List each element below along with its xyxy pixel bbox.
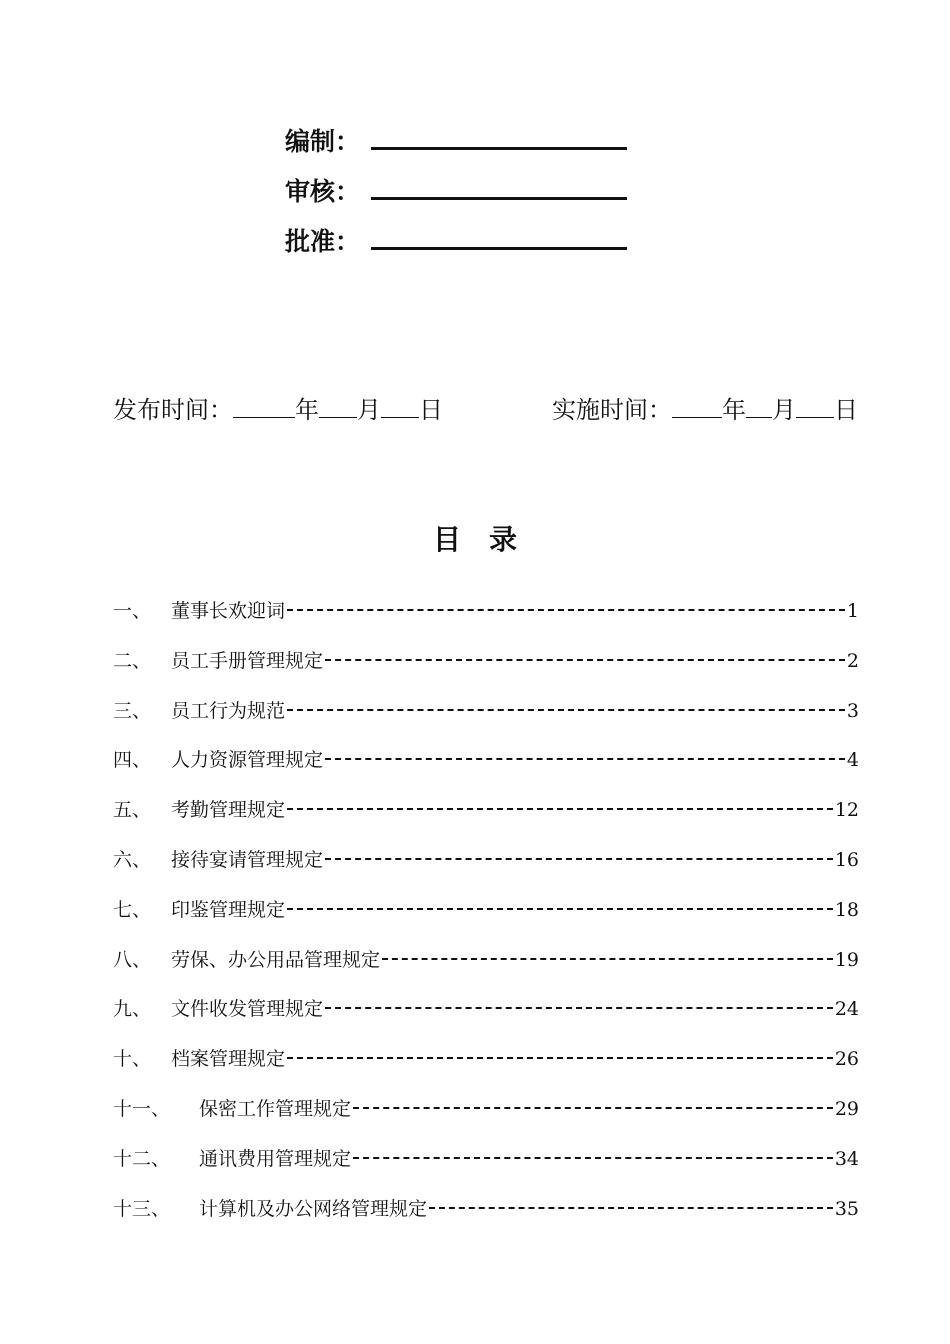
toc-item-leader (287, 609, 845, 611)
effective-day-unit: 日 (834, 396, 858, 424)
effective-year-blank[interactable] (672, 395, 722, 418)
toc-item-leader (353, 1157, 833, 1159)
toc-item-page: 24 (834, 998, 859, 1021)
toc-item[interactable] (113, 945, 859, 995)
toc-item-page: 29 (834, 1097, 859, 1120)
toc-item-leader (325, 1007, 833, 1009)
toc-item-page: 1 (846, 600, 859, 622)
toc-item-label: 人力资源管理规定 (171, 749, 324, 772)
effective-month-unit: 月 (772, 396, 796, 424)
toc-item-leader (287, 808, 833, 810)
toc-item-page: 26 (834, 1048, 859, 1071)
effective-date-label: 实施时间： (552, 396, 672, 424)
toc-item-number: 十、 (113, 1048, 152, 1071)
toc-item[interactable] (113, 994, 859, 1044)
toc-item[interactable] (113, 745, 859, 795)
toc-item-number: 三、 (113, 699, 152, 722)
signature-row-review (285, 158, 627, 208)
effective-day-blank[interactable] (796, 395, 834, 418)
toc-item-leader (325, 858, 833, 860)
effective-month-blank[interactable] (746, 395, 772, 418)
toc-item-number: 八、 (113, 948, 152, 971)
toc-item-number: 五、 (113, 799, 152, 822)
toc-item-label: 档案管理规定 (171, 1048, 286, 1071)
toc-item[interactable] (113, 596, 859, 646)
toc-item-leader (353, 1107, 833, 1109)
toc-item-leader (287, 908, 833, 910)
publish-date (113, 390, 443, 425)
toc-item-number: 六、 (113, 848, 152, 871)
toc-item[interactable] (113, 1144, 859, 1194)
toc-item-number: 四、 (113, 749, 152, 772)
effective-date (552, 390, 858, 425)
publish-year-blank[interactable] (233, 395, 295, 418)
toc-item[interactable] (113, 1094, 859, 1144)
toc-item-label: 计算机及办公网络管理规定 (199, 1197, 428, 1220)
toc-item-number: 七、 (113, 898, 152, 921)
toc-item-number: 九、 (113, 998, 152, 1021)
toc-item[interactable] (113, 1044, 859, 1094)
toc-item-page: 35 (834, 1197, 859, 1220)
toc-item-leader (325, 659, 845, 661)
toc-item-label: 印鉴管理规定 (171, 898, 286, 921)
toc-item-label: 董事长欢迎词 (171, 600, 286, 622)
signature-block (285, 108, 627, 258)
publish-day-unit: 日 (419, 396, 443, 424)
signature-row-compile (285, 108, 627, 158)
approve-label: 批准： (285, 227, 361, 256)
toc-item-number: 十二、 (113, 1147, 171, 1170)
compile-label: 编制： (285, 127, 361, 156)
effective-year-unit: 年 (722, 396, 746, 424)
toc-item-page: 4 (846, 749, 859, 772)
toc-item-number: 一、 (113, 600, 152, 622)
toc-item-label: 文件收发管理规定 (171, 998, 324, 1021)
publish-month-unit: 月 (357, 396, 381, 424)
toc-item-label: 劳保、办公用品管理规定 (171, 948, 381, 971)
toc-item-page: 19 (834, 948, 859, 971)
toc-item[interactable] (113, 1194, 859, 1244)
toc-title-char-b: 录 (489, 523, 518, 556)
toc-item-page: 3 (846, 699, 859, 722)
publish-year-unit: 年 (295, 396, 319, 424)
toc-item-number: 二、 (113, 649, 152, 672)
toc-item-leader (325, 758, 845, 760)
toc-item-label: 保密工作管理规定 (199, 1097, 352, 1120)
toc-item-leader (287, 1057, 833, 1059)
review-signature-line[interactable] (371, 196, 627, 200)
toc-item-page: 12 (834, 799, 859, 822)
signature-row-approve (285, 208, 627, 258)
toc-item-leader (382, 958, 833, 960)
toc-item-label: 员工手册管理规定 (171, 649, 324, 672)
toc-item-number: 十三、 (113, 1197, 171, 1220)
publish-date-label: 发布时间： (113, 396, 233, 424)
toc-item[interactable] (113, 795, 859, 845)
date-row (113, 390, 858, 425)
approve-signature-line[interactable] (371, 246, 627, 250)
toc-item[interactable] (113, 646, 859, 696)
review-label: 审核： (285, 177, 361, 206)
toc-item-page: 16 (834, 848, 859, 871)
toc-title (0, 518, 950, 558)
toc-item[interactable] (113, 895, 859, 945)
toc-item-number: 十一、 (113, 1097, 171, 1120)
toc-item-page: 18 (834, 898, 859, 921)
publish-month-blank[interactable] (319, 395, 357, 418)
toc-item-label: 接待宴请管理规定 (171, 848, 324, 871)
compile-signature-line[interactable] (371, 146, 627, 150)
toc-item-leader (429, 1207, 833, 1209)
toc-item[interactable] (113, 845, 859, 895)
toc-item-label: 通讯费用管理规定 (199, 1147, 352, 1170)
toc-item-label: 考勤管理规定 (171, 799, 286, 822)
toc-item-leader (287, 709, 845, 711)
publish-day-blank[interactable] (381, 395, 419, 418)
toc-item-page: 2 (846, 649, 859, 672)
toc-item[interactable] (113, 696, 859, 746)
toc-item-page: 34 (834, 1147, 859, 1170)
toc-title-char-a: 目 (432, 523, 461, 556)
toc-item-label: 员工行为规范 (171, 699, 286, 722)
table-of-contents (113, 596, 859, 1243)
